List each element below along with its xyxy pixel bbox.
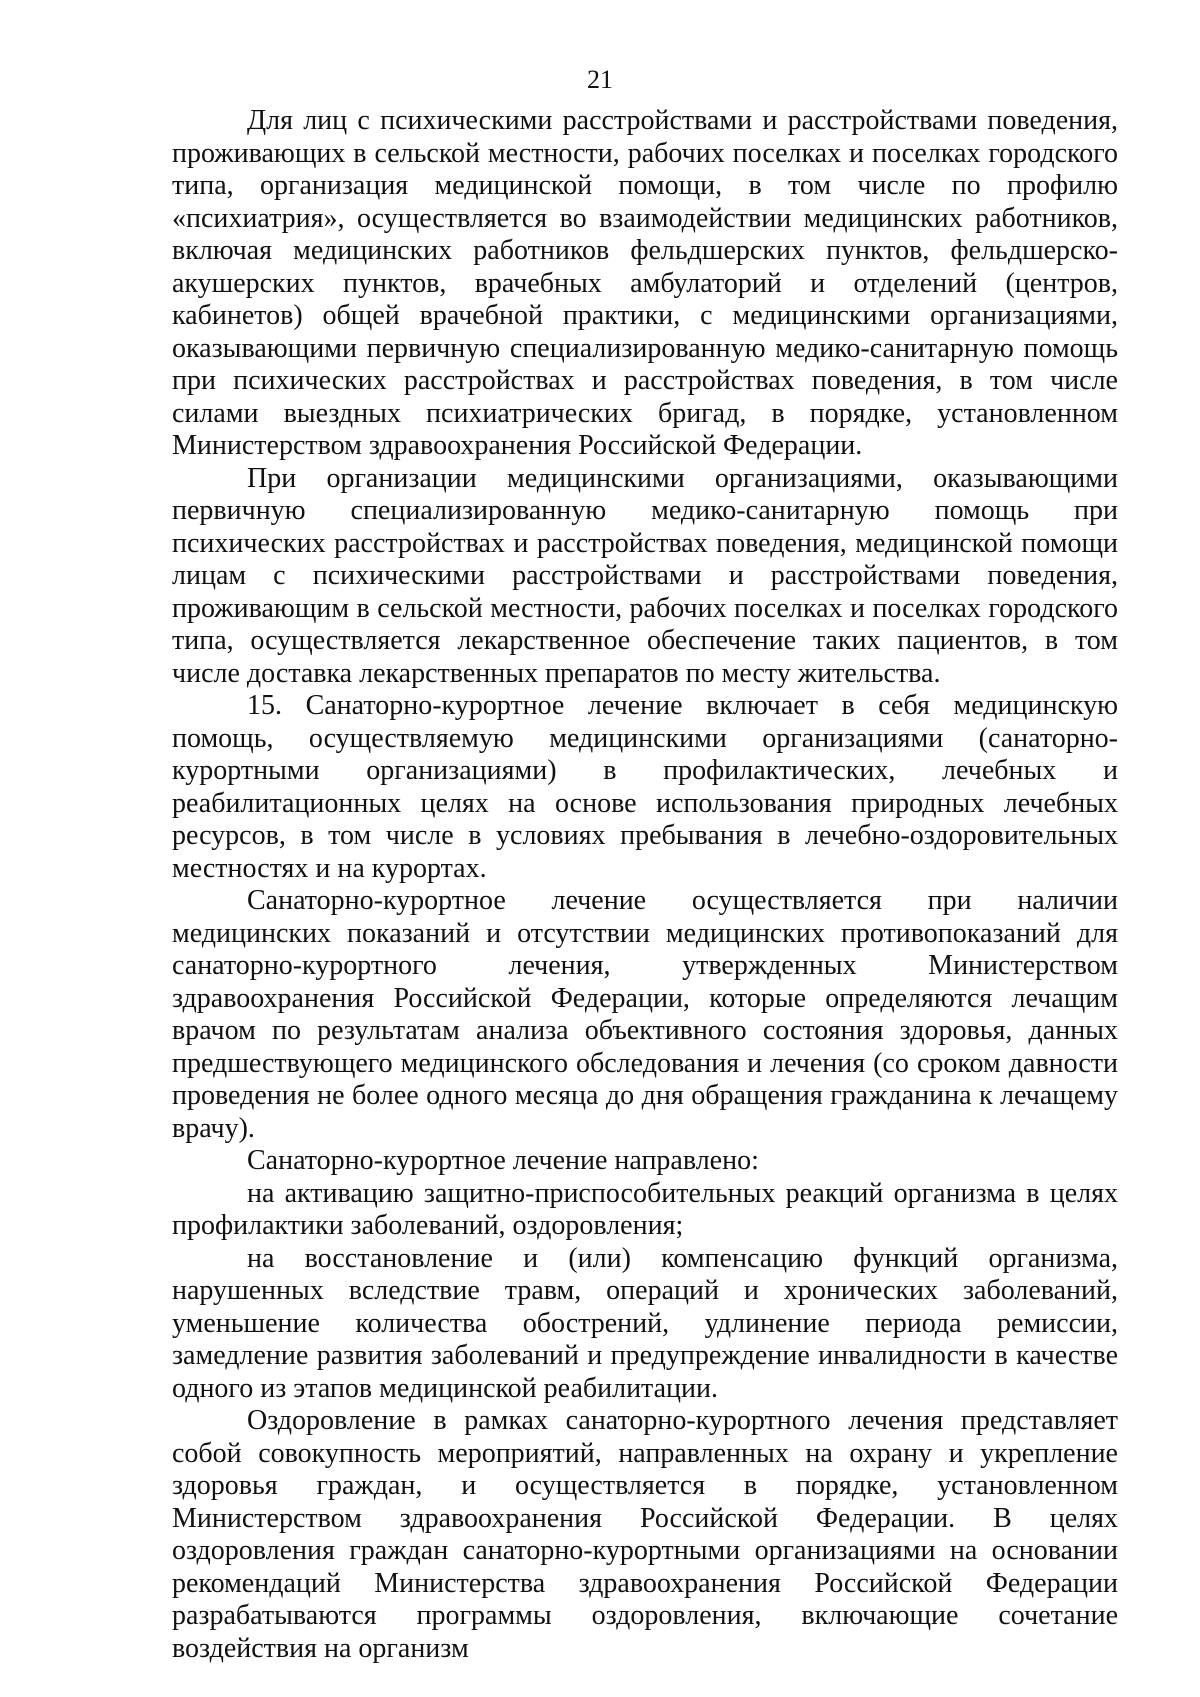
paragraph-aim-activation: на активацию защитно-приспособительных реакций организма в целях профилактики заболеваний, оздоровления; [172,1177,1118,1241]
paragraph-sanatorium-indications: Санаторно-курортное лечение осуществляется при наличии медицинских показаний и отсутствии медицинских противопоказаний для санаторно-курортного лечения, утвержденных Министерством здравоохранения Российской Федерации, которые определяются лечащим врачом по результатам анализа объективного состояния здоровья, данных предшествующего медицинского обследования и лечения (со сроком давности проведения не более одного месяца до дня обращения гражданина к лечащему врачу). [172,885,1118,1144]
paragraph-drug-provision: При организации медицинскими организациями, оказывающими первичную специализированную медико-санитарную помощь при психических расстройствах и расстройствах поведения, медицинской помощи лицам с психическими расстройствами и расстройствами поведения, проживающим в сельской местности, рабочих поселках и поселках городского типа, осуществляется лекарственное обеспечение таких пациентов, в том числе доставка лекарственных препаратов по месту жительства. [172,462,1118,689]
paragraph-psychiatric-rural-care: Для лиц с психическими расстройствами и расстройствами поведения, проживающих в сельской местности, рабочих поселках и поселках городского типа, организация медицинской помощи, в том числе по профилю «психиатрия», осуществляется во взаимодействии медицинских работников, включая медицинских работников фельдшерских пунктов, фельдшерско-акушерских пунктов, врачебных амбулаторий и отделений (центров, кабинетов) общей врачебной практики, с медицинскими организациями, оказывающими первичную специализированную медико-санитарную помощь при психических расстройствах и расстройствах поведения, в том числе силами выездных психиатрических бригад, в порядке, установленном Министерством здравоохранения Российской Федерации. [172,105,1118,461]
body-text [172,105,1118,1665]
paragraph-sanatorium-treatment-definition: 15. Санаторно-курортное лечение включает в себя медицинскую помощь, осуществляемую медицинскими организациями (санаторно-курортными организациями) в профилактических, лечебных и реабилитационных целях на основе использования природных лечебных ресурсов, в том числе в условиях пребывания в лечебно-оздоровительных местностях и на курортах. [172,690,1118,884]
paragraph-aim-restoration: на восстановление и (или) компенсацию функций организма, нарушенных вследствие травм, операций и хронических заболеваний, уменьшение количества обострений, удлинение периода ремиссии, замедление развития заболеваний и предупреждение инвалидности в качестве одного из этапов медицинской реабилитации. [172,1242,1118,1404]
paragraph-health-improvement: Оздоровление в рамках санаторно-курортного лечения представляет собой совокупность мероприятий, направленных на охрану и укрепление здоровья граждан, и осуществляется в порядке, установленном Министерством здравоохранения Российской Федерации. В целях оздоровления граждан санаторно-курортными организациями на основании рекомендаций Министерства здравоохранения Российской Федерации разрабатываются программы оздоровления, включающие сочетание воздействия на организм [172,1405,1118,1664]
paragraph-sanatorium-aims-intro: Санаторно-курортное лечение направлено: [247,1145,759,1176]
page-number: 21 [587,65,613,94]
